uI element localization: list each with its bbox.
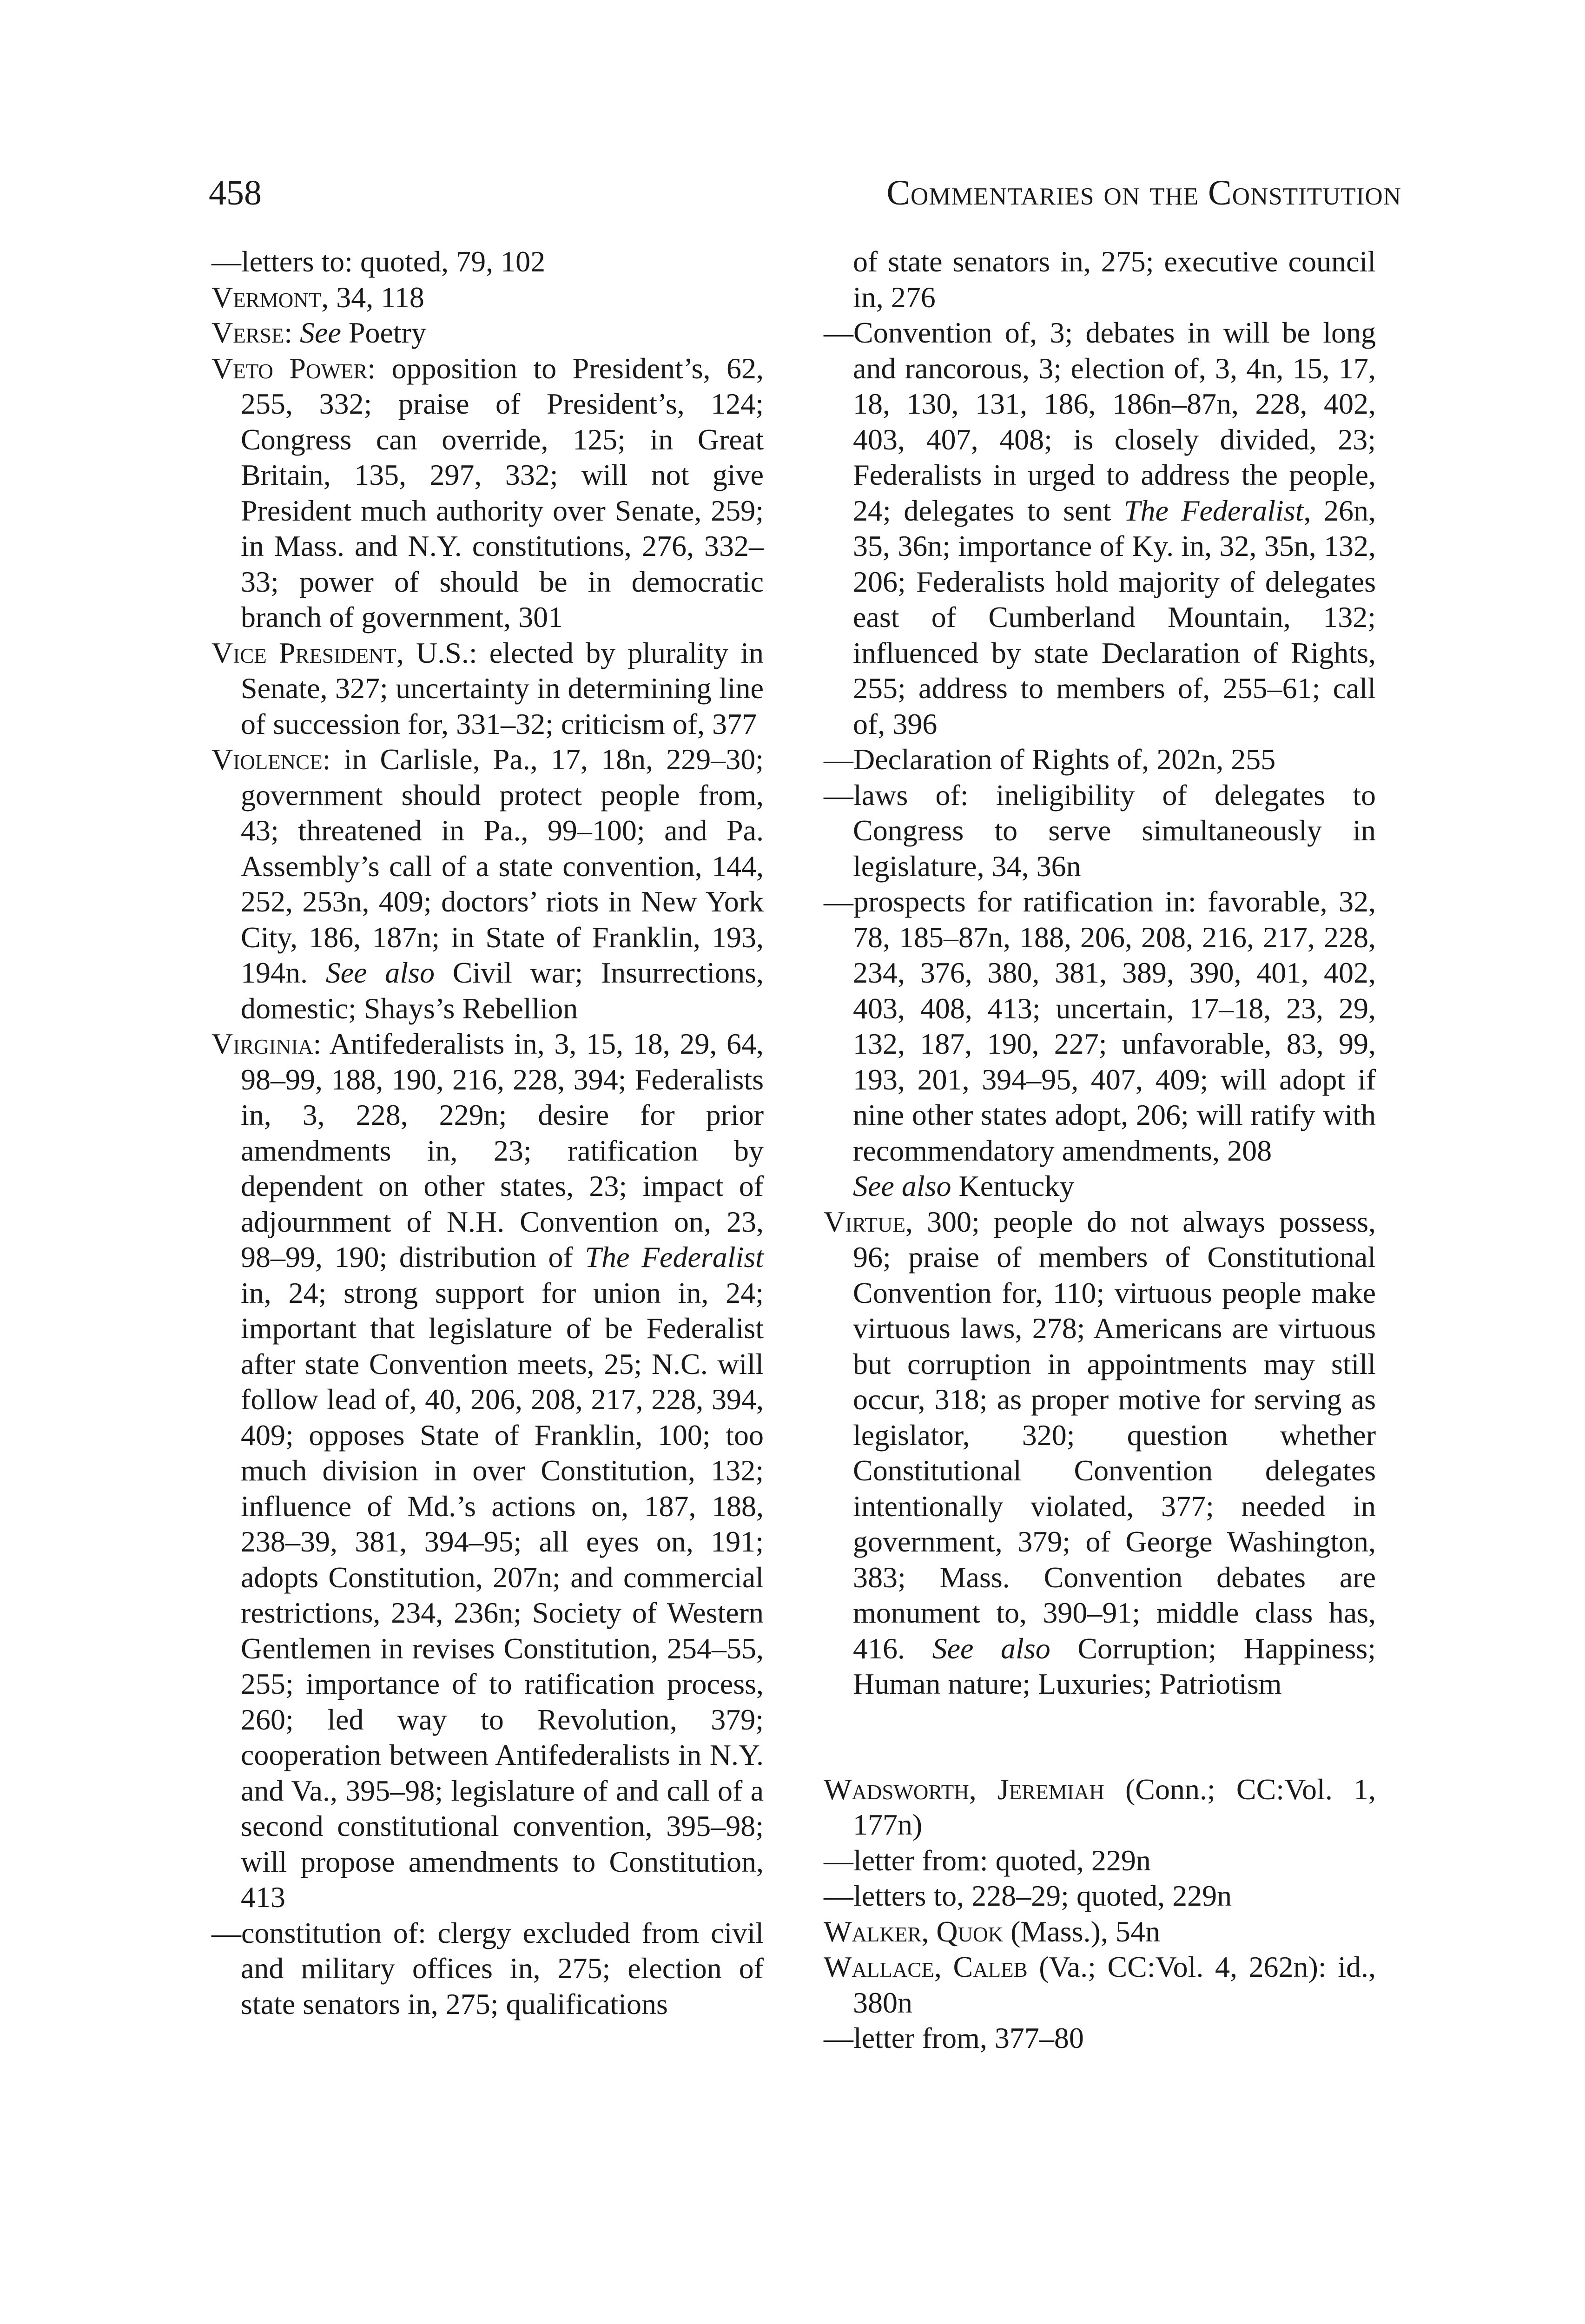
entry-text: (Mass.), 54n <box>1003 1915 1160 1948</box>
index-subentry: —letter from: quoted, 229n <box>824 1843 1151 1877</box>
entry-heading: Virtue, <box>824 1205 913 1238</box>
entry-text: 300; people do not always possess, 96; praise of members of Constitutional Convention for, 110; virtuous people make virtuous laws, 278; Americans are virtuous but corruption in appointments may still occur, 318; as proper motive for serving as legislator, 320; question whether Constitutional Convention delegates intentionally violated, 377; needed in government, 379; of George Washington, 383; Mass. Convention debates are monument to, 390–91; middle class has, 416. <box>853 1205 1376 1665</box>
index-subentry: —Declaration of Rights of, 202n, 255 <box>824 743 1276 776</box>
entry-heading: Violence: <box>211 743 331 776</box>
entry-heading: Wadsworth, Jeremiah <box>824 1772 1104 1806</box>
see-reference: See <box>300 316 341 349</box>
index-subentry: —laws of: ineligibility of delegates to Congress to serve simultaneously in legislature, 34, 36n <box>824 778 1376 883</box>
page-number: 458 <box>209 173 262 212</box>
index-subentry: —prospects for ratification in: favorable, 32, 78, 185–87n, 188, 206, 208, 216, 217, 228, 234, 376, 380, 381, 389, 390, 401, 402, 403, 408, 413; uncertain, 17–18, 23, 29, 132, 187, 190, 227; unfavorable, 83, 99, 193, 201, 394–95, 407, 409; will adopt if nine other states adopt, 206; will ratify with recommendatory amendments, 208 <box>824 885 1376 1167</box>
page-header <box>209 167 1401 218</box>
entry-text: Kentucky <box>951 1169 1075 1202</box>
index-entry <box>211 742 764 1026</box>
index-subentry: —constitution of: clergy excluded from civil and military offices in, 275; election of state senators in, 275; qualifications <box>211 1916 764 2020</box>
entry-text: U.S.: elected by plurality in Senate, 327; uncertainty in determining line of succession for, 331–32; criticism of, 377 <box>241 636 764 740</box>
entry-heading: Vermont, <box>211 280 329 314</box>
entry-text: —Convention of, 3; debates in will be long and rancorous, 3; election of, 3, 4n, 15, 17, 18, 130, 131, 186, 186n–87n, 228, 402, 403, 407, 408; is closely divided, 23; Federalists in urged to address the people, 24; delegates to sent <box>824 316 1376 527</box>
index-continuation: of state senators in, 275; executive council in, 276 <box>853 245 1376 314</box>
index-subentry: —letters to, 228–29; quoted, 229n <box>824 1879 1232 1912</box>
index-entry <box>211 280 764 316</box>
entry-text: 34, 118 <box>329 280 424 314</box>
entry-text: (Va.; CC:Vol. 4, 262n): id., 380n <box>853 1950 1376 2019</box>
entry-heading: Walker, Quok <box>824 1915 1004 1948</box>
entry-heading: Vice President, <box>211 636 404 669</box>
entry-text: Corruption; Happiness; Human nature; Luxuries; Patriotism <box>853 1631 1376 1700</box>
index-entry <box>824 1204 1376 1702</box>
index-subentry: —letter from, 377–80 <box>824 2021 1084 2054</box>
entry-text: Antifederalists in, 3, 15, 18, 29, 64, 98–99, 188, 190, 216, 228, 394; Federalists in, 3, 228, 229n; desire for prior amendments in, 23; ratification by dependent on other states, 23; impact of adjournment of N.H. Convention on, 23, 98–99, 190; distribution of <box>241 1027 764 1274</box>
book-title: The Federalist <box>1123 494 1304 527</box>
see-also-reference: See also <box>325 956 435 989</box>
left-column <box>211 244 764 2022</box>
entry-heading: Veto Power: <box>211 351 376 385</box>
index-entry <box>211 351 764 635</box>
entry-heading: Verse: <box>211 316 293 349</box>
see-also-reference: See also <box>932 1631 1050 1665</box>
index-entry <box>211 1026 764 1915</box>
index-cross-reference <box>824 1169 1376 1204</box>
index-entry <box>211 635 764 742</box>
index-entry <box>824 1914 1376 1950</box>
entry-heading: Wallace, Caleb <box>824 1950 1028 1983</box>
index-subentry <box>824 315 1376 742</box>
index-entry <box>211 315 764 351</box>
entry-text: Poetry <box>341 316 426 349</box>
entry-text: in Carlisle, Pa., 17, 18n, 229–30; government should protect people from, 43; threatened in Pa., 99–100; and Pa. Assembly’s call of a state convention, 144, 252, 253n, 409; doctors’ riots in New York City, 186, 187n; in State of Franklin, 193, 194n. <box>241 743 764 989</box>
book-title: The Federalist <box>585 1241 764 1274</box>
index-entry <box>824 1949 1376 2020</box>
see-also-reference: See also <box>853 1169 951 1202</box>
index-entry <box>824 1772 1376 1843</box>
entry-text: , 26n, 35, 36n; importance of Ky. in, 32, 35n, 132, 206; Federalists hold majority of delegates east of Cumberland Mountain, 132; influenced by state Declaration of Rights, 255; address to members of, 255–61; call of, 396 <box>853 494 1376 740</box>
entry-text: Civil war; Insurrections, domestic; Shays’s Rebellion <box>241 956 764 1025</box>
entry-text: in, 24; strong support for union in, 24; important that legislature of be Federalist after state Convention meets, 25; N.C. will follow lead of, 40, 206, 208, 217, 228, 394, 409; opposes State of Franklin, 100; too much division in over Constitution, 132; influence of Md.’s actions on, 187, 188, 238–39, 381, 394–95; all eyes on, 191; adopts Constitution, 207n; and commercial restrictions, 234, 236n; Society of Western Gentlemen in revises Constitution, 254–55, 255; importance of to ratification process, 260; led way to Revolution, 379; cooperation between Antifederalists in N.Y. and Va., 395–98; legislature of and call of a second constitutional convention, 395–98; will propose amendments to Constitution, 413 <box>241 1276 764 1914</box>
entry-text: (Conn.; CC:Vol. 1, 177n) <box>853 1772 1376 1841</box>
right-column <box>824 244 1376 2056</box>
running-head: Commentaries on the Constitution <box>886 173 1401 212</box>
section-gap <box>824 1702 1376 1772</box>
entry-text: opposition to President’s, 62, 255, 332; praise of President’s, 124; Congress can override, 125; in Great Britain, 135, 297, 332; will not give President much authority over Senate, 259; in Mass. and N.Y. constitutions, 276, 332–33; power of should be in democratic branch of government, 301 <box>241 351 764 634</box>
index-subentry: —letters to: quoted, 79, 102 <box>211 245 546 278</box>
entry-heading: Virginia: <box>211 1027 322 1060</box>
